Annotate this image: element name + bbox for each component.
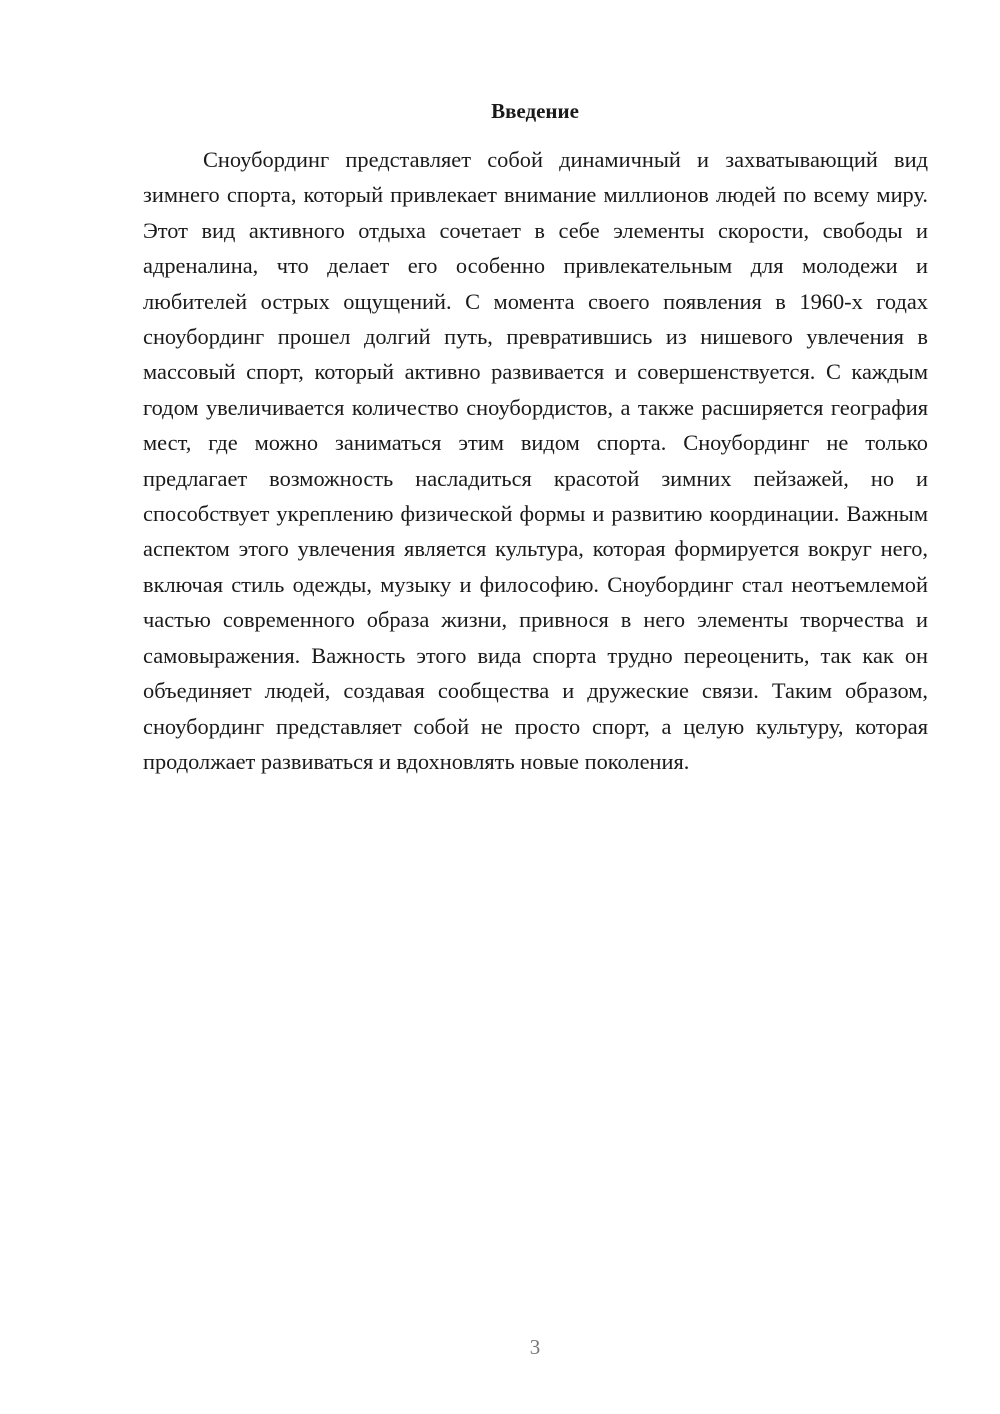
page-number: 3	[529, 1335, 541, 1359]
section-heading: Введение	[491, 99, 579, 123]
body-paragraph: Сноубординг представляет собой динамичный и захватывающий вид зимнего спорта, который привлекает внимание миллионов людей по всему миру. Этот вид активного отдыха сочетает в себе элементы скорости, свободы и адреналина, что делает его особенно привлекательным для молодежи и любителей острых ощущений. С момента своего появления в 1960-х годах сноубординг прошел долгий путь, превратившись из нишевого увлечения в массовый спорт, который активно развивается и совершенствуется. С каждым годом увеличивается количество сноубордистов, а также расширяется география мест, где можно заниматься этим видом спорта. Сноубординг не только предлагает возможность насладиться красотой зимних пейзажей, но и способствует укреплению физической формы и развитию координации. Важным аспектом этого увлечения является культура, которая формируется вокруг него, включая стиль одежды, музыку и философию. Сноубординг стал неотъемлемой частью современного образа жизни, привнося в него элементы творчества и самовыражения. Важность этого вида спорта трудно переоценить, так как он объединяет людей, создавая сообщества и дружеские связи. Таким образом, сноубординг представляет собой не просто спорт, а целую культуру, которая продолжает развиваться и вдохновлять новые поколения.	[143, 147, 928, 774]
